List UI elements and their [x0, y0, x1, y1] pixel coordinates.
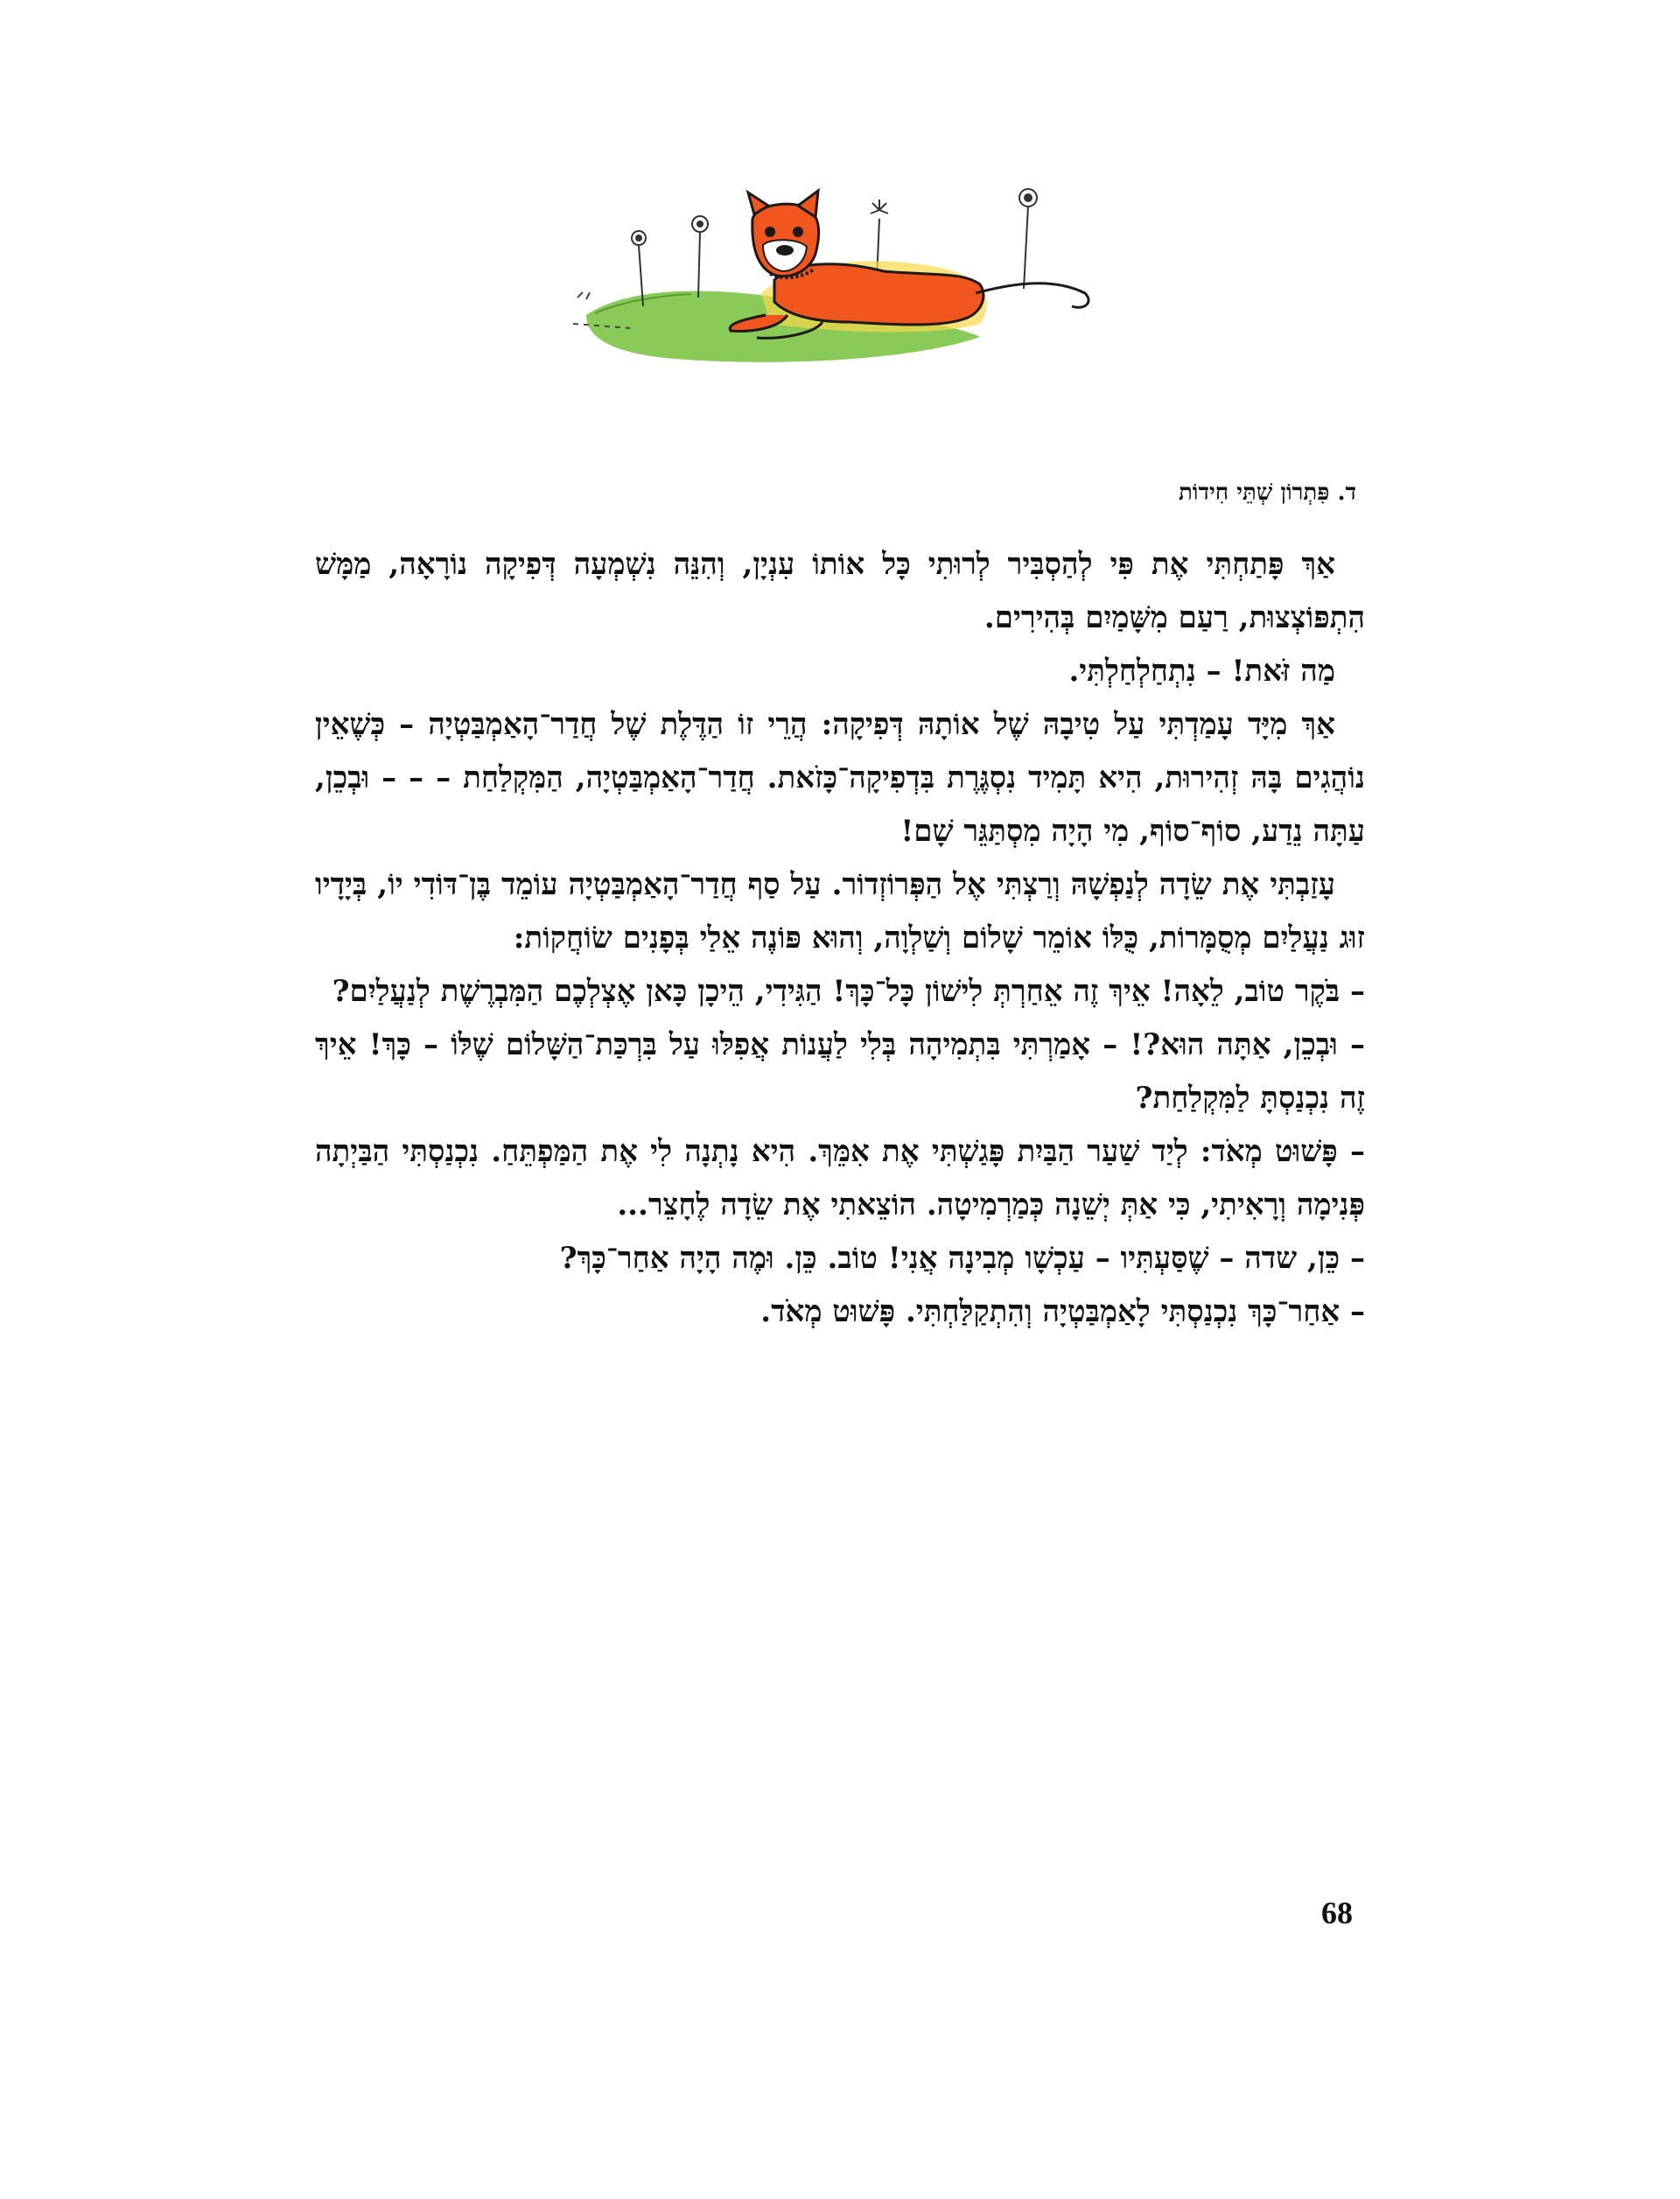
dialog-paragraph: – בֹּקֶר טוֹב, לֵאָה! אֵיךְ זֶה אֵחַרְתְּ לִישׁוֹן כָּל־כָּךְ! הַגִּידִי, הֵיכָן כָּאן אֶצְלְכֶם הַמִּבְרֶשֶׁת לְנַעֲלַיִם? [332, 974, 1365, 1009]
dialog-paragraph: – אַחַר־כָּךְ נִכְנַסְתִּי לָאַמְבַּטְיָה וְהִתְקַלַּחְתִּי. פָּשׁוּט מְאֹד. [760, 1294, 1365, 1329]
chapter-title: ד. פִּתְרוֹן שְׁתֵּי חִידוֹת [1178, 480, 1356, 506]
dialog-paragraph: – וּבְכֵן, אַתָּה הוּא?! – אָמַרְתִּי בִּתְמִיהָה בְּלִי לַעֲנוֹת אֲפִלּוּ עַל בִּרְכַּת־הַשָּׁלוֹם שֶׁלּוֹ – כָּךְ! אֵיךְ זֶה נִכְנַסְתָּ לַמִּקְלַחַת? [315, 1027, 1365, 1116]
dog-tail [976, 284, 1088, 308]
dialog-paragraph: – פָּשׁוּט מְאֹד: לְיַד שַׁעַר הַבַּיִת פָּגַשְׁתִּי אֶת אִמֵּךְ. הִיא נָתְנָה לִי אֶת הַמַּפְתֵּחַ. נִכְנַסְתִּי הַבַּיְתָה פְּנִימָה וְרָאִיתִי, כִּי אַתְּ יְשֵׁנָה כְּמַרְמִיטָה. הוֹצֵאתִי אֶת שֵׂדָה לֶחָצֵר... [315, 1134, 1365, 1222]
flower-icon [1019, 189, 1037, 289]
paragraph: מַה זֹּאת! – נִתְחַלְחַלְתִּי. [1068, 654, 1335, 689]
dialog-paragraph: – כֵּן, שדה – שֶׁסַּעְתִּיו – עַכְשָׁו מְבִינָה אֲנִי! טוֹב. כֵּן. וּמֶה הָיָה אַחַר־כָּךְ? [559, 1241, 1365, 1276]
body-text [315, 538, 1365, 1339]
paragraph: עָזַבְתִּי אֶת שֵׂדָה לְנַפְשָׁהּ וְרַצְתִּי אֶל הַפְּרוֹזְדוֹר. עַל סַף חֲדַר־הָאַמְבַּטְיָה עוֹמֵד בֶּן־דּוֹדִי יוֹ, בְּיָדָיו זוּג נַעֲלַיִם מְסֻמָּרוֹת, כֻּלּוֹ אוֹמֵר שָׁלוֹם וְשַׁלְוָה, וְהוּא פּוֹנֶה אֵלַי בְּפָנִים שׂוֹחֲקוֹת: [315, 867, 1365, 956]
dog-illustration [569, 184, 1111, 368]
paragraph: אַךְ פָּתַחְתִּי אֶת פִּי לְהַסְבִּיר לְרוּתִי כָּל אוֹתוֹ עִנְיָן, וְהִנֵּה נִשְׁמְעָה דְּפִיקָה נוֹרָאָה, מַמָּשׁ הִתְפּוֹצְצוּת, רַעַם מִשָּׁמַיִם בְּהִירִים. [315, 547, 1365, 635]
flower-icon [692, 216, 708, 298]
paragraph: אַךְ מִיָּד עָמַדְתִּי עַל טִיבָהּ שֶׁל אוֹתָהּ דְּפִיקָה: הֲרֵי זוֹ הַדֶּלֶת שֶׁל חֲדַר־הָאַמְבַּטְיָה – כְּשֶׁאֵין נוֹהֲגִים בָּהּ זְהִירוּת, הִיא תָּמִיד נִסְגֶּרֶת בִּדְפִיקָה־כָּזֹאת. חֲדַר־הָאַמְבַּטְיָה, הַמִּקְלַחַת – – – וּבְכֵן, עַתָּה נֵדַע, סוֹף־סוֹף, מִי הָיָה מִסְתַּגֵּר שָׁם! [315, 707, 1365, 849]
page-number: 68 [1321, 1895, 1353, 1930]
